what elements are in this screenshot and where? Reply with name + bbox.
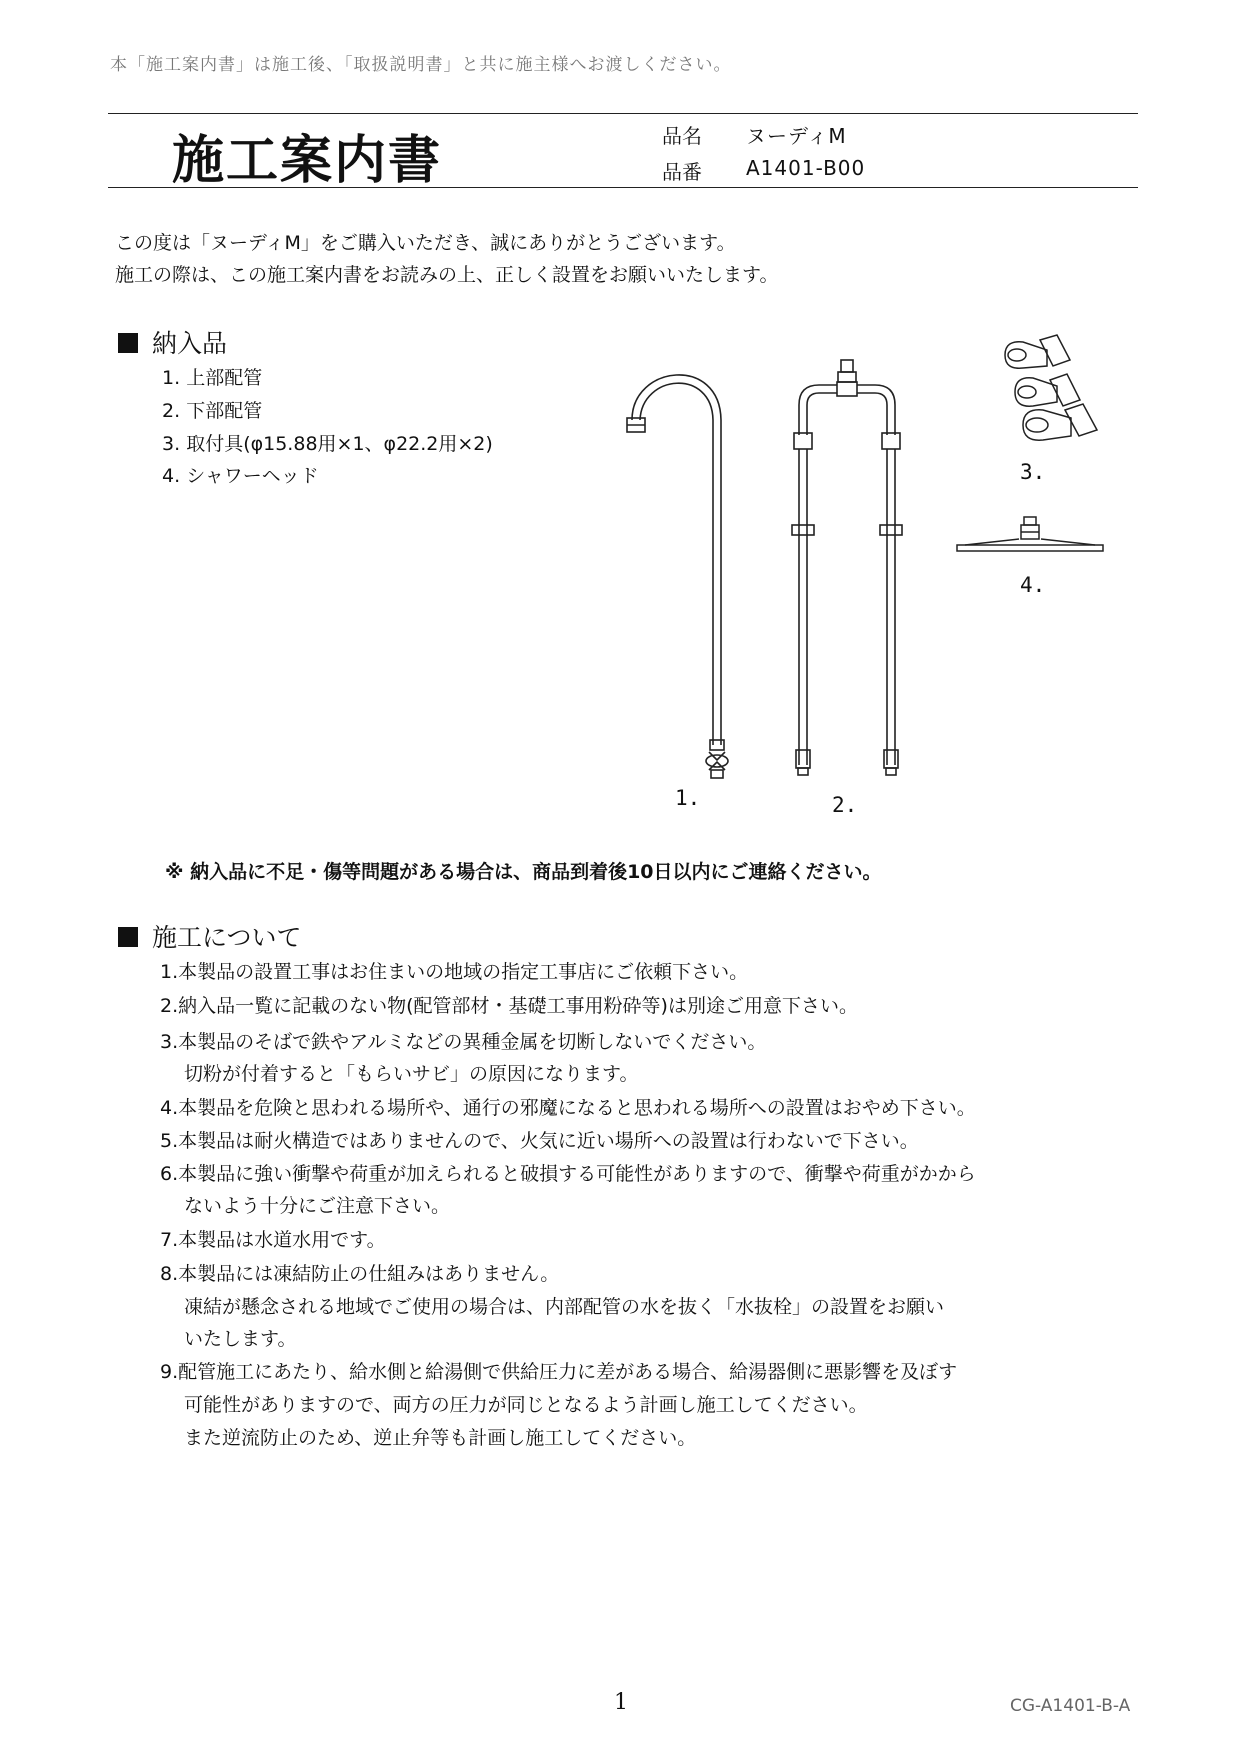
item-number: 3. bbox=[162, 433, 181, 455]
document-code: CG-A1401-B-A bbox=[1010, 1696, 1131, 1716]
note-text: 本製品には凍結防止の仕組みはありません。 bbox=[178, 1263, 560, 1285]
upper-pipe-illustration bbox=[620, 360, 740, 780]
note-9 bbox=[160, 1357, 957, 1384]
page-number: 1 bbox=[614, 1690, 628, 1715]
page-title: 施工案内書 bbox=[172, 131, 443, 191]
square-bullet-icon bbox=[118, 333, 138, 353]
note-1 bbox=[160, 957, 748, 984]
note-number: 3. bbox=[160, 1031, 179, 1053]
lower-pipe-illustration bbox=[780, 355, 920, 785]
contents-heading-text: 納入品 bbox=[152, 329, 228, 358]
item-label: 取付具(φ15.88用×1、φ22.2用×2) bbox=[186, 433, 493, 455]
shower-head-illustration bbox=[955, 515, 1115, 560]
list-item bbox=[162, 396, 262, 423]
note-7 bbox=[160, 1225, 386, 1252]
header-bottom-rule bbox=[108, 187, 1138, 188]
figure-label-lower-pipe: 2. bbox=[832, 793, 858, 817]
note-9-continued-1: 可能性がありますので、両方の圧力が同じとなるよう計画し施工してください。 bbox=[184, 1394, 868, 1416]
item-number: 2. bbox=[162, 400, 181, 422]
note-number: 9. bbox=[160, 1361, 179, 1383]
note-number: 8. bbox=[160, 1263, 179, 1285]
note-8-continued-2: いたします。 bbox=[184, 1328, 297, 1350]
product-name-label: 品名 bbox=[662, 124, 702, 148]
note-text: 配管施工にあたり、給水側と給湯側で供給圧力に差がある場合、給湯器側に悪影響を及ぼす bbox=[178, 1361, 958, 1383]
list-item bbox=[162, 429, 493, 456]
installation-heading bbox=[118, 918, 302, 954]
note-text: 本製品に強い衝撃や荷重が加えられると破損する可能性がありますので、衝撃や荷重がかから bbox=[178, 1163, 976, 1185]
handover-notice: 本「施工案内書」は施工後、「取扱説明書」と共に施主様へお渡しください。 bbox=[110, 55, 732, 75]
note-text: 本製品は耐火構造ではありませんので、火気に近い場所への設置は行わないで下さい。 bbox=[178, 1130, 919, 1152]
product-number: A1401-B00 bbox=[746, 156, 866, 180]
note-number: 4. bbox=[160, 1097, 179, 1119]
note-5 bbox=[160, 1126, 919, 1153]
item-label: 上部配管 bbox=[186, 367, 263, 389]
note-3 bbox=[160, 1027, 766, 1054]
figure-label-brackets: 3. bbox=[1020, 460, 1046, 484]
note-number: 6. bbox=[160, 1163, 179, 1185]
intro-line-2: 施工の際は、この施工案内書をお読みの上、正しく設置をお願いいたします。 bbox=[115, 264, 779, 286]
item-label: 下部配管 bbox=[186, 400, 263, 422]
note-text: 本製品の設置工事はお住まいの地域の指定工事店にご依頼下さい。 bbox=[178, 961, 749, 983]
note-8 bbox=[160, 1259, 559, 1286]
note-text: 本製品を危険と思われる場所や、通行の邪魔になると思われる場所への設置はおやめ下さい。 bbox=[178, 1097, 976, 1119]
note-4 bbox=[160, 1093, 976, 1120]
note-text: 納入品一覧に記載のない物(配管部材・基礎工事用粉砕等)は別途ご用意下さい。 bbox=[178, 995, 858, 1017]
bracket-illustration bbox=[995, 330, 1115, 460]
note-number: 1. bbox=[160, 961, 179, 983]
note-3-continued: 切粉が付着すると「もらいサビ」の原因になります。 bbox=[184, 1063, 639, 1085]
item-number: 4. bbox=[162, 465, 181, 487]
note-6-continued: ないよう十分にご注意下さい。 bbox=[184, 1195, 451, 1217]
note-6 bbox=[160, 1159, 976, 1186]
note-9-continued-2: また逆流防止のため、逆止弁等も計画し施工してください。 bbox=[184, 1427, 697, 1449]
list-item bbox=[162, 363, 262, 390]
figure-label-shower-head: 4. bbox=[1020, 573, 1046, 597]
item-number: 1. bbox=[162, 367, 181, 389]
note-number: 7. bbox=[160, 1229, 179, 1251]
installation-heading-text: 施工について bbox=[152, 923, 302, 952]
note-number: 5. bbox=[160, 1130, 179, 1152]
intro-line-1: この度は「ヌーディM」をご購入いただき、誠にありがとうございます。 bbox=[115, 232, 736, 254]
product-name: ヌーディM bbox=[746, 124, 847, 148]
note-text: 本製品は水道水用です。 bbox=[178, 1229, 386, 1251]
list-item bbox=[162, 461, 319, 488]
note-8-continued-1: 凍結が懸念される地域でご使用の場合は、内部配管の水を抜く「水抜栓」の設置をお願い bbox=[184, 1296, 945, 1318]
product-number-label: 品番 bbox=[662, 160, 702, 184]
item-label: シャワーヘッド bbox=[186, 465, 319, 487]
header-top-rule bbox=[108, 113, 1138, 114]
square-bullet-icon bbox=[118, 927, 138, 947]
note-text: 本製品のそばで鉄やアルミなどの異種金属を切断しないでください。 bbox=[178, 1031, 767, 1053]
note-2 bbox=[160, 991, 858, 1018]
figure-label-upper-pipe: 1. bbox=[675, 786, 701, 810]
note-number: 2. bbox=[160, 995, 179, 1017]
contents-heading bbox=[118, 324, 227, 360]
delivery-caution: ※ 納入品に不足・傷等問題がある場合は、商品到着後10日以内にご連絡ください。 bbox=[165, 861, 882, 883]
